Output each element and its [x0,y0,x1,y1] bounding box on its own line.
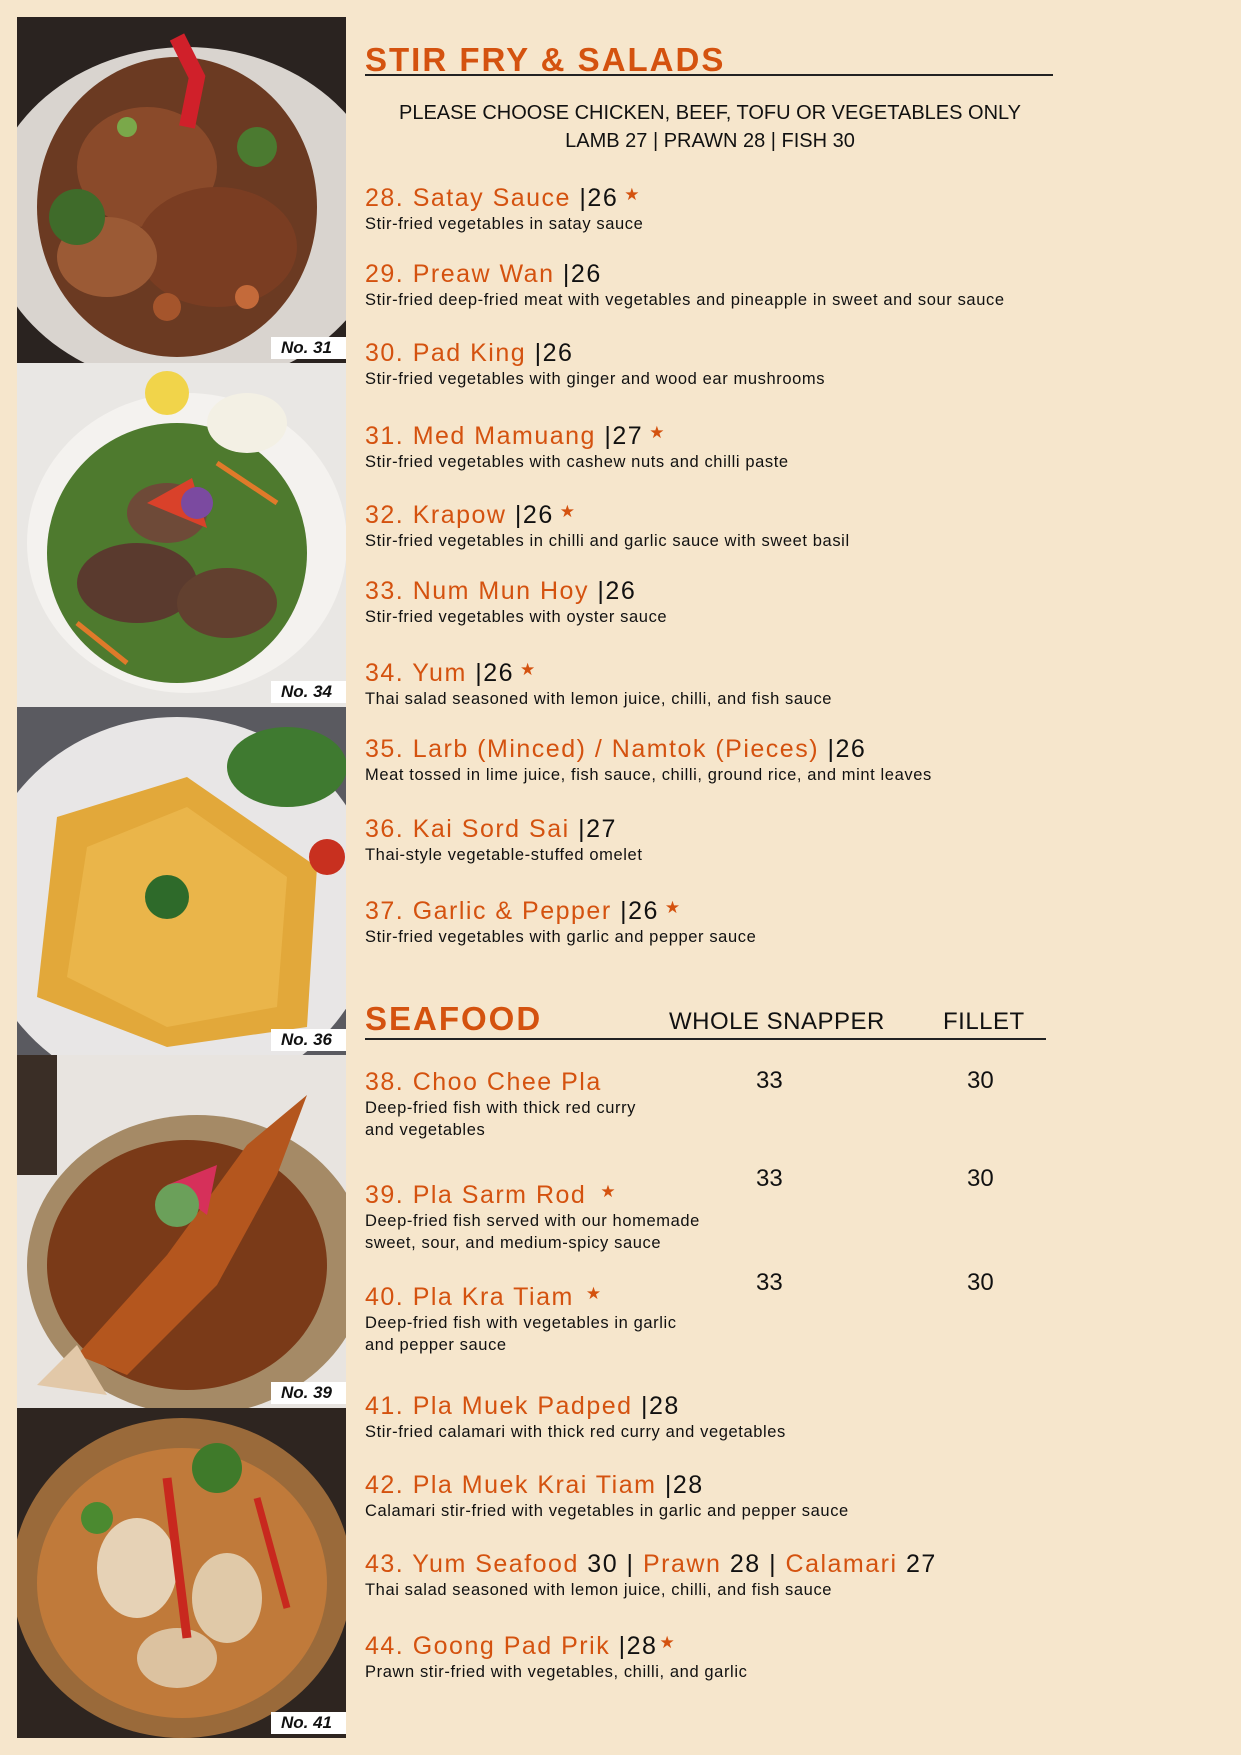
dish-price: |28 [656,1471,704,1499]
dish-name: 30. Pad King [365,339,527,367]
dish-price: |26 [554,260,602,288]
spicy-star-icon: ★ [624,185,640,204]
menu-item-title [365,1549,1085,1579]
whole-snapper-price: 33 [756,1165,783,1192]
fillet-column-header: FILLET [943,1008,1025,1035]
spicy-star-icon: ★ [649,423,665,442]
dish-price: |26 [588,577,637,605]
menu-item-title [365,418,1085,451]
protein-choice-line: PLEASE CHOOSE CHICKEN, BEEF, TOFU OR VEGETABLES ONLY [398,102,1022,124]
calamari-option-price: 27 [897,1550,937,1578]
menu-item-title [365,893,1085,926]
dish-name: 38. Choo Chee Pla [365,1068,602,1096]
dish-price: |27 [569,815,617,843]
photo-stir-fry [17,17,346,363]
photo-whole-fish-image [17,1055,346,1408]
dish-description: Stir-fried vegetables in chilli and garlic sauce with sweet basil [365,532,850,550]
menu-item-title [365,1391,1085,1421]
dish-description: Prawn stir-fried with vegetables, chilli, and garlic [365,1663,748,1681]
dish-name: 44. Goong Pad Prik [365,1632,611,1660]
dish-name: 35. Larb (Minced) / Namtok (Pieces) [365,735,820,763]
menu-item-title [365,1628,1085,1661]
dish-price: 30 | [578,1550,643,1578]
photo-caption: No. 36 [271,1029,346,1051]
stir-fry-section-title: STIR FRY & SALADS [365,41,726,78]
dish-price: |26 [526,339,574,367]
dish-name: 33. Num Mun Hoy [365,577,589,605]
dish-description: Stir-fried vegetables with garlic and pepper sauce [365,928,757,946]
whole-snapper-column-header: WHOLE SNAPPER [669,1008,885,1035]
protein-choice-note [365,99,1055,155]
dish-price: |27 [595,422,644,450]
spicy-star-icon: ★ [559,502,575,521]
photo-caption: No. 34 [271,681,346,703]
menu-item-34 [365,655,1085,710]
dish-name: 39. Pla Sarm Rod [365,1181,587,1209]
menu-item-28 [365,180,1085,235]
menu-item-title [365,259,1085,289]
photo-caption: No. 31 [271,337,346,359]
dish-description: Stir-fried calamari with thick red curry and vegetables [365,1423,786,1441]
dish-description: Deep-fried fish served with our homemade sweet, sour, and medium-spicy sauce [365,1212,700,1252]
photo-omelet-image [17,707,346,1055]
dish-price: |26 [506,501,554,529]
fillet-price: 30 [967,1165,994,1192]
stir-fry-title-rule [365,74,1053,76]
dish-price: |28 [610,1632,658,1660]
prawn-option-price: 28 | [721,1550,786,1578]
dish-description: Stir-fried deep-fried meat with vegetables and pineapple in sweet and sour sauce [365,291,1005,309]
dish-description: Stir-fried vegetables in satay sauce [365,215,644,233]
menu-item-title [365,734,1085,764]
spicy-star-icon: ★ [659,1633,675,1652]
dish-description: Thai salad seasoned with lemon juice, chilli, and fish sauce [365,690,833,708]
dish-price: |26 [570,184,619,212]
photo-stir-fry-image [17,17,346,363]
seafood-section-title: SEAFOOD [365,1000,543,1037]
prawn-option-name: Prawn [643,1550,722,1578]
spicy-star-icon: ★ [585,1284,602,1303]
dish-description: Deep-fried fish with thick red curry and vegetables [365,1099,637,1139]
photo-calamari-image [17,1408,346,1738]
dish-name: 42. Pla Muek Krai Tiam [365,1471,657,1499]
menu-item-42 [365,1470,1085,1522]
photo-omelet [17,707,346,1055]
photo-caption: No. 41 [271,1712,346,1734]
seafood-title-rule [365,1038,1046,1040]
dish-description: Stir-fried vegetables with ginger and wood ear mushrooms [365,370,826,388]
dish-price: |26 [819,735,867,763]
menu-item-37 [365,893,1085,948]
menu-item-title [365,180,1085,213]
menu-item-title [365,655,1085,688]
menu-item-title [365,1470,1085,1500]
spicy-star-icon: ★ [664,898,681,917]
menu-item-title [365,576,1085,606]
spicy-star-icon: ★ [520,660,536,679]
menu-item-43 [365,1549,1085,1601]
menu-item-33 [365,576,1085,628]
menu-item-29 [365,259,1085,311]
photo-beef-salad [17,363,346,707]
menu-item-41 [365,1391,1085,1443]
photo-whole-fish [17,1055,346,1408]
whole-snapper-price: 33 [756,1269,783,1296]
dish-name: 32. Krapow [365,501,507,529]
dish-price: |28 [632,1392,680,1420]
photo-beef-salad-image [17,363,346,707]
menu-item-30 [365,338,1085,390]
dish-description: Stir-fried vegetables with cashew nuts and chilli paste [365,453,789,471]
dish-description: Stir-fried vegetables with oyster sauce [365,608,668,626]
menu-item-35 [365,734,1085,786]
photo-caption: No. 39 [271,1382,346,1404]
dish-price: |26 [466,659,515,687]
dish-name: 37. Garlic & Pepper [365,897,612,925]
dish-name: 28. Satay Sauce [365,184,571,212]
dish-name: 31. Med Mamuang [365,422,596,450]
fillet-price: 30 [967,1269,994,1296]
menu-item-title [365,814,1085,844]
menu-item-title [365,497,1085,530]
calamari-option-name: Calamari [785,1550,898,1578]
whole-snapper-price: 33 [756,1067,783,1094]
photo-calamari [17,1408,346,1738]
dish-name: 36. Kai Sord Sai [365,815,570,843]
dish-description: Calamari stir-fried with vegetables in garlic and pepper sauce [365,1502,849,1520]
spicy-star-icon: ★ [600,1182,616,1201]
menu-item-44 [365,1628,1085,1683]
fillet-price: 30 [967,1067,994,1094]
dish-description: Thai salad seasoned with lemon juice, chilli, and fish sauce [365,1581,833,1599]
dish-description: Meat tossed in lime juice, fish sauce, chilli, ground rice, and mint leaves [365,766,932,784]
dish-price: |26 [611,897,659,925]
menu-item-32 [365,497,1085,552]
protein-surcharge-line: LAMB 27 | PRAWN 28 | FISH 30 [565,130,855,152]
dish-description: Thai-style vegetable-stuffed omelet [365,846,643,864]
menu-item-31 [365,418,1085,473]
menu-item-36 [365,814,1085,866]
dish-name: 41. Pla Muek Padped [365,1392,633,1420]
dish-name: 34. Yum [365,659,467,687]
dish-name: 40. Pla Kra Tiam [365,1283,574,1311]
dish-name: 29. Preaw Wan [365,260,555,288]
dish-name: 43. Yum Seafood [365,1550,579,1578]
menu-item-title [365,338,1085,368]
dish-description: Deep-fried fish with vegetables in garlic and pepper sauce [365,1314,677,1354]
